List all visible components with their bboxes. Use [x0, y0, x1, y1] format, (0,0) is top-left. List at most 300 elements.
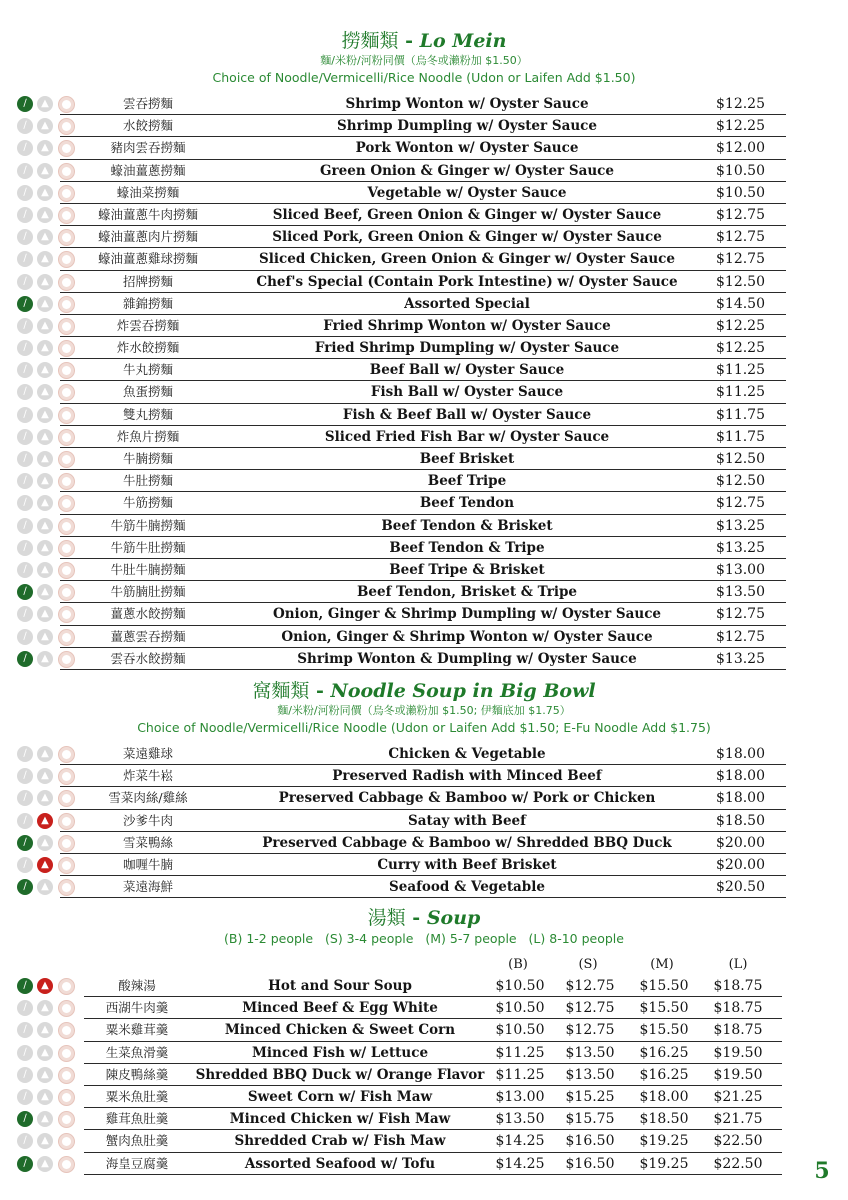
menu-item-row [0, 810, 848, 832]
item-price: $12.75 [716, 628, 765, 645]
item-name-zh: 雙丸撈麵 [122, 406, 173, 422]
leaf-icon: ∕ [17, 1089, 33, 1105]
diet-icons [17, 384, 81, 400]
diet-icons [17, 1133, 81, 1149]
chili-icon: ▲ [37, 606, 53, 622]
circle-icon [58, 362, 75, 379]
diet-icons [17, 296, 81, 312]
chili-icon: ▲ [37, 451, 53, 467]
price-b: $13.00 [495, 1088, 545, 1105]
circle-icon [58, 540, 75, 557]
circle-icon [58, 185, 75, 202]
item-price: $18.50 [716, 812, 765, 829]
circle-icon [58, 1067, 75, 1084]
diet-icons [17, 1156, 81, 1172]
item-price: $20.50 [716, 879, 765, 896]
item-name-en: Vegetable w/ Oyster Sauce [367, 184, 567, 201]
chili-icon: ▲ [37, 879, 53, 895]
diet-icons [17, 229, 81, 245]
leaf-icon: ∕ [17, 296, 33, 312]
chili-icon: ▲ [37, 768, 53, 784]
price-b: $14.25 [495, 1133, 545, 1150]
item-price: $12.25 [716, 317, 765, 334]
item-name-en: Beef Brisket [419, 451, 515, 467]
menu-item-row [0, 404, 848, 426]
diet-icons [17, 1000, 81, 1016]
leaf-icon: ∕ [17, 251, 33, 267]
item-name-zh: 雲吞撈麵 [122, 96, 173, 111]
soup-item-row [0, 1130, 848, 1152]
item-name-en: Minced Chicken w/ Fish Maw [229, 1111, 451, 1128]
price-s: $15.75 [565, 1111, 615, 1128]
chili-icon: ▲ [37, 1133, 53, 1149]
leaf-icon: ∕ [17, 451, 33, 467]
leaf-icon: ∕ [17, 407, 33, 423]
item-price: $12.00 [716, 140, 765, 157]
item-name-zh: 招牌撈麵 [122, 273, 173, 289]
soup-item-row [0, 1153, 848, 1175]
leaf-icon: ∕ [17, 384, 33, 400]
item-name-zh: 蠔油菜撈麵 [116, 184, 180, 200]
circle-icon [58, 606, 75, 623]
diet-icons [17, 1089, 81, 1105]
item-name-zh: 蠔油薑蔥牛肉撈麵 [97, 206, 198, 222]
circle-icon [58, 1089, 75, 1106]
diet-icons [17, 407, 81, 423]
circle-icon [58, 879, 75, 896]
leaf-icon: ∕ [17, 606, 33, 622]
item-price: $18.00 [716, 768, 765, 785]
diet-icons [17, 1022, 81, 1038]
item-name-zh: 牛腩撈麵 [122, 451, 173, 466]
diet-icons [17, 473, 81, 489]
circle-icon [58, 274, 75, 291]
diet-icons [17, 835, 81, 851]
soup-list [0, 975, 848, 1175]
lo-mein-title-zh: 撈麵類 [341, 30, 399, 52]
item-price: $12.50 [716, 451, 765, 467]
menu-item-row [0, 115, 848, 137]
price-m: $15.50 [639, 1022, 689, 1039]
circle-icon [58, 118, 75, 135]
circle-icon [58, 451, 75, 468]
chili-icon: ▲ [37, 562, 53, 578]
chili-icon: ▲ [37, 118, 53, 134]
chili-icon: ▲ [37, 407, 53, 423]
item-name-zh: 酸辣湯 [118, 978, 156, 993]
circle-icon [58, 495, 75, 512]
item-name-zh: 雜錦撈麵 [122, 295, 173, 311]
chili-icon: ▲ [37, 207, 53, 223]
item-price: $13.25 [716, 517, 765, 534]
diet-icons [17, 251, 81, 267]
circle-icon [58, 296, 75, 313]
price-s: $12.75 [565, 978, 615, 994]
menu-item-row [0, 603, 848, 625]
item-name-en: Beef Tendon & Brisket [381, 517, 553, 534]
diet-icons [17, 768, 81, 784]
chili-icon: ▲ [37, 251, 53, 267]
chili-icon: ▲ [37, 790, 53, 806]
chili-icon: ▲ [37, 429, 53, 445]
soup-title-zh: 湯類 [367, 907, 406, 929]
diet-icons [17, 274, 81, 290]
item-name-en: Sliced Chicken, Green Onion & Ginger w/ Oyster Sauce [259, 251, 675, 268]
item-price: $12.75 [716, 229, 765, 246]
leaf-icon: ∕ [17, 584, 33, 600]
leaf-icon: ∕ [17, 1045, 33, 1061]
chili-icon: ▲ [37, 1022, 53, 1038]
circle-icon [58, 407, 75, 424]
menu-item-row [0, 559, 848, 581]
price-s: $13.50 [565, 1044, 615, 1061]
price-m: $19.25 [639, 1155, 689, 1172]
leaf-icon: ∕ [17, 562, 33, 578]
chili-icon: ▲ [37, 857, 53, 873]
circle-icon [58, 835, 75, 852]
item-price: $12.50 [716, 473, 765, 490]
diet-icons [17, 318, 81, 334]
item-name-zh: 沙爹牛肉 [122, 812, 173, 828]
item-name-en: Beef Tendon & Tripe [389, 539, 545, 556]
chili-icon: ▲ [37, 1156, 53, 1172]
item-price: $11.75 [716, 428, 765, 445]
price-b: $10.50 [495, 978, 545, 994]
circle-icon [58, 1133, 75, 1150]
chili-icon: ▲ [37, 1045, 53, 1061]
diet-icons [17, 651, 81, 667]
item-price: $13.50 [716, 584, 765, 601]
noodle-soup-title-zh: 窩麵類 [252, 680, 310, 702]
leaf-icon: ∕ [17, 978, 33, 994]
soup-item-row [0, 975, 848, 997]
menu-item-row [0, 426, 848, 448]
item-name-en: Minced Fish w/ Lettuce [251, 1044, 429, 1061]
chili-icon: ▲ [37, 296, 53, 312]
circle-icon [58, 1111, 75, 1128]
menu-item-row [0, 470, 848, 492]
diet-icons [17, 207, 81, 223]
chili-icon: ▲ [37, 163, 53, 179]
item-name-zh: 牛丸撈麵 [122, 362, 173, 378]
diet-icons [17, 857, 81, 873]
item-price: $18.00 [716, 790, 765, 807]
item-name-zh: 牛筋腩肚撈麵 [110, 584, 186, 600]
item-price: $12.25 [716, 340, 765, 357]
item-name-zh: 陳皮鴨絲羹 [105, 1066, 169, 1082]
diet-icons [17, 562, 81, 578]
leaf-icon: ∕ [17, 857, 33, 873]
price-m: $15.50 [639, 978, 689, 994]
soup-title-en: Soup [426, 907, 481, 929]
leaf-icon: ∕ [17, 651, 33, 667]
item-name-en: Chicken & Vegetable [388, 746, 546, 762]
title-separator: - [405, 907, 427, 929]
item-name-en: Seafood & Vegetable [389, 879, 545, 896]
menu-item-row [0, 182, 848, 204]
noodle-soup-note: Choice of Noodle/Vermicelli/Rice Noodle (Udon or Laifen Add $1.50; E-Fu Noodle Add $1.75) [137, 720, 711, 735]
diet-icons [17, 606, 81, 622]
price-b: $11.25 [495, 1044, 545, 1061]
price-b: $10.50 [495, 1000, 545, 1017]
leaf-icon: ∕ [17, 340, 33, 356]
leaf-icon: ∕ [17, 473, 33, 489]
item-name-zh: 炸魚片撈麵 [116, 428, 180, 444]
circle-icon [58, 1156, 75, 1173]
leaf-icon: ∕ [17, 185, 33, 201]
item-name-zh: 炸雲吞撈麵 [116, 317, 180, 333]
item-name-en: Onion, Ginger & Shrimp Dumpling w/ Oyster Sauce [272, 606, 662, 623]
item-name-en: Shrimp Wonton w/ Oyster Sauce [345, 96, 589, 112]
lo-mein-subtitle-zh: 麵/米粉/河粉同價（烏冬或瀨粉加 $1.50） [320, 54, 528, 67]
item-name-zh: 蠔油薑蔥肉片撈麵 [97, 229, 198, 245]
leaf-icon: ∕ [17, 518, 33, 534]
item-name-en: Fried Shrimp Dumpling w/ Oyster Sauce [314, 340, 620, 357]
soup-sizes-note: (B) 1-2 people (S) 3-4 people (M) 5-7 people (L) 8-10 people [224, 931, 624, 946]
chili-icon: ▲ [37, 229, 53, 245]
title-separator: - [309, 680, 331, 702]
chili-icon: ▲ [37, 584, 53, 600]
menu-item-row [0, 137, 848, 159]
item-name-en: Beef Tripe [427, 473, 507, 490]
diet-icons [17, 746, 81, 762]
lo-mein-title-en: Lo Mein [419, 30, 507, 52]
item-name-en: Sweet Corn w/ Fish Maw [247, 1088, 433, 1105]
leaf-icon: ∕ [17, 879, 33, 895]
item-name-en: Minced Beef & Egg White [242, 1000, 438, 1017]
leaf-icon: ∕ [17, 318, 33, 334]
leaf-icon: ∕ [17, 1156, 33, 1172]
circle-icon [58, 251, 75, 268]
diet-icons [17, 185, 81, 201]
item-name-en: Hot and Sour Soup [268, 978, 412, 994]
circle-icon [58, 978, 75, 995]
item-name-en: Pork Wonton w/ Oyster Sauce [355, 140, 579, 157]
circle-icon [58, 384, 75, 401]
diet-icons [17, 879, 81, 895]
item-price: $11.25 [716, 362, 765, 379]
price-m: $19.25 [639, 1133, 689, 1150]
item-name-en: Fish & Beef Ball w/ Oyster Sauce [342, 406, 592, 423]
item-name-en: Shredded Crab w/ Fish Maw [234, 1133, 446, 1150]
leaf-icon: ∕ [17, 629, 33, 645]
chili-icon: ▲ [37, 140, 53, 156]
price-s: $16.50 [565, 1155, 615, 1172]
menu-item-row [0, 204, 848, 226]
soup-header-m: (M) [650, 957, 674, 972]
item-name-en: Satay with Beef [408, 812, 526, 829]
price-l: $22.50 [713, 1155, 763, 1172]
price-l: $18.75 [713, 1022, 763, 1039]
item-name-en: Beef Tendon [419, 495, 515, 512]
menu-item-row [0, 648, 848, 670]
leaf-icon: ∕ [17, 1111, 33, 1127]
circle-icon [58, 584, 75, 601]
menu-item-row [0, 492, 848, 514]
circle-icon [58, 473, 75, 490]
circle-icon [58, 163, 75, 180]
leaf-icon: ∕ [17, 429, 33, 445]
circle-icon [58, 140, 75, 157]
diet-icons [17, 584, 81, 600]
item-name-en: Beef Ball w/ Oyster Sauce [369, 362, 565, 379]
menu-item-row [0, 626, 848, 648]
leaf-icon: ∕ [17, 96, 33, 112]
menu-item-row [0, 293, 848, 315]
item-name-en: Shrimp Dumpling w/ Oyster Sauce [337, 118, 597, 135]
circle-icon [58, 518, 75, 535]
leaf-icon: ∕ [17, 1067, 33, 1083]
menu-item-row [0, 93, 848, 115]
soup-title [0, 907, 848, 929]
item-name-zh: 魚蛋撈麵 [122, 384, 173, 400]
item-name-zh: 炸菜牛崧 [122, 768, 173, 784]
soup-header-s: (S) [578, 957, 598, 972]
price-m: $18.00 [639, 1088, 689, 1105]
price-b: $10.50 [495, 1022, 545, 1039]
row-divider [60, 897, 786, 898]
lo-mein-list [0, 93, 848, 670]
circle-icon [58, 318, 75, 335]
diet-icons [17, 1045, 81, 1061]
circle-icon [58, 562, 75, 579]
circle-icon [58, 1022, 75, 1039]
price-s: $12.75 [565, 1000, 615, 1017]
item-price: $12.25 [716, 118, 765, 135]
circle-icon [58, 229, 75, 246]
leaf-icon: ∕ [17, 274, 33, 290]
leaf-icon: ∕ [17, 229, 33, 245]
item-name-zh: 雪菜鴨絲 [122, 834, 173, 850]
price-m: $15.50 [639, 1000, 689, 1017]
menu-item-row [0, 832, 848, 854]
menu-item-row [0, 581, 848, 603]
diet-icons [17, 118, 81, 134]
diet-icons [17, 96, 81, 112]
menu-item-row [0, 765, 848, 787]
menu-item-row [0, 337, 848, 359]
menu-item-row [0, 876, 848, 898]
price-m: $16.25 [639, 1066, 689, 1083]
item-name-en: Preserved Cabbage & Bamboo w/ Shredded BBQ Duck [262, 834, 672, 851]
item-price: $12.75 [716, 495, 765, 512]
item-name-zh: 海皇豆腐羹 [105, 1155, 169, 1171]
item-name-zh: 雞茸魚肚羹 [105, 1111, 169, 1127]
item-name-zh: 蟹肉魚肚羹 [105, 1133, 169, 1149]
item-price: $11.75 [716, 406, 765, 423]
circle-icon [58, 429, 75, 446]
leaf-icon: ∕ [17, 1022, 33, 1038]
diet-icons [17, 978, 81, 994]
item-price: $13.25 [716, 539, 765, 556]
diet-icons [17, 1111, 81, 1127]
item-price: $12.25 [716, 96, 765, 112]
chili-icon: ▲ [37, 495, 53, 511]
price-b: $13.50 [495, 1111, 545, 1128]
noodle-soup-list [0, 743, 848, 898]
item-name-zh: 牛筋撈麵 [122, 495, 173, 511]
item-name-zh: 蠔油薑蔥撈麵 [110, 162, 186, 178]
diet-icons [17, 340, 81, 356]
item-price: $12.75 [716, 606, 765, 623]
chili-icon: ▲ [37, 1089, 53, 1105]
circle-icon [58, 790, 75, 807]
diet-icons [17, 163, 81, 179]
item-price: $20.00 [716, 856, 765, 873]
menu-item-row [0, 248, 848, 270]
menu-item-row [0, 515, 848, 537]
item-name-zh: 炸水餃撈麵 [116, 340, 180, 356]
leaf-icon: ∕ [17, 1133, 33, 1149]
leaf-icon: ∕ [17, 835, 33, 851]
menu-item-row [0, 315, 848, 337]
leaf-icon: ∕ [17, 140, 33, 156]
item-name-zh: 雪菜肉絲/雞絲 [108, 790, 188, 806]
item-name-zh: 牛筋牛肚撈麵 [110, 539, 186, 555]
item-price: $10.50 [716, 184, 765, 201]
chili-icon: ▲ [37, 651, 53, 667]
leaf-icon: ∕ [17, 163, 33, 179]
diet-icons [17, 451, 81, 467]
item-name-zh: 雲吞水餃撈麵 [110, 650, 186, 666]
item-name-en: Preserved Cabbage & Bamboo w/ Pork or Chicken [278, 790, 656, 807]
item-name-zh: 豬肉雲吞撈麵 [110, 140, 186, 156]
circle-icon [58, 1045, 75, 1062]
leaf-icon: ∕ [17, 207, 33, 223]
diet-icons [17, 518, 81, 534]
item-name-en: Minced Chicken & Sweet Corn [224, 1022, 456, 1039]
item-name-en: Sliced Beef, Green Onion & Ginger w/ Oyster Sauce [272, 206, 662, 223]
soup-item-row [0, 1042, 848, 1064]
chili-icon: ▲ [37, 746, 53, 762]
item-price: $12.50 [716, 273, 765, 290]
circle-icon [58, 813, 75, 830]
diet-icons [17, 540, 81, 556]
chili-icon: ▲ [37, 540, 53, 556]
lo-mein-title [0, 30, 848, 52]
noodle-soup-title-en: Noodle Soup in Big Bowl [330, 680, 596, 702]
circle-icon [58, 651, 75, 668]
price-b: $11.25 [495, 1066, 545, 1083]
chili-icon: ▲ [37, 384, 53, 400]
price-l: $19.50 [713, 1044, 763, 1061]
price-l: $19.50 [713, 1066, 763, 1083]
leaf-icon: ∕ [17, 813, 33, 829]
soup-header-b: (B) [508, 957, 528, 972]
chili-icon: ▲ [37, 185, 53, 201]
circle-icon [58, 857, 75, 874]
price-s: $15.25 [565, 1088, 615, 1105]
circle-icon [58, 340, 75, 357]
item-price: $13.00 [716, 561, 765, 578]
item-name-en: Chef's Special (Contain Pork Intestine) w/ Oyster Sauce [256, 273, 678, 290]
item-name-zh: 牛肚撈麵 [122, 473, 173, 489]
leaf-icon: ∕ [17, 768, 33, 784]
leaf-icon: ∕ [17, 118, 33, 134]
item-name-en: Preserved Radish with Minced Beef [332, 768, 602, 785]
price-s: $13.50 [565, 1066, 615, 1083]
price-l: $21.75 [713, 1111, 763, 1128]
diet-icons [17, 429, 81, 445]
item-name-zh: 粟米雞茸羹 [105, 1022, 169, 1038]
item-price: $12.75 [716, 206, 765, 223]
price-l: $18.75 [713, 1000, 763, 1017]
item-price: $10.50 [716, 162, 765, 179]
item-name-en: Fish Ball w/ Oyster Sauce [370, 384, 564, 401]
menu-item-row [0, 448, 848, 470]
item-name-en: Sliced Fried Fish Bar w/ Oyster Sauce [324, 428, 610, 445]
menu-item-row [0, 787, 848, 809]
